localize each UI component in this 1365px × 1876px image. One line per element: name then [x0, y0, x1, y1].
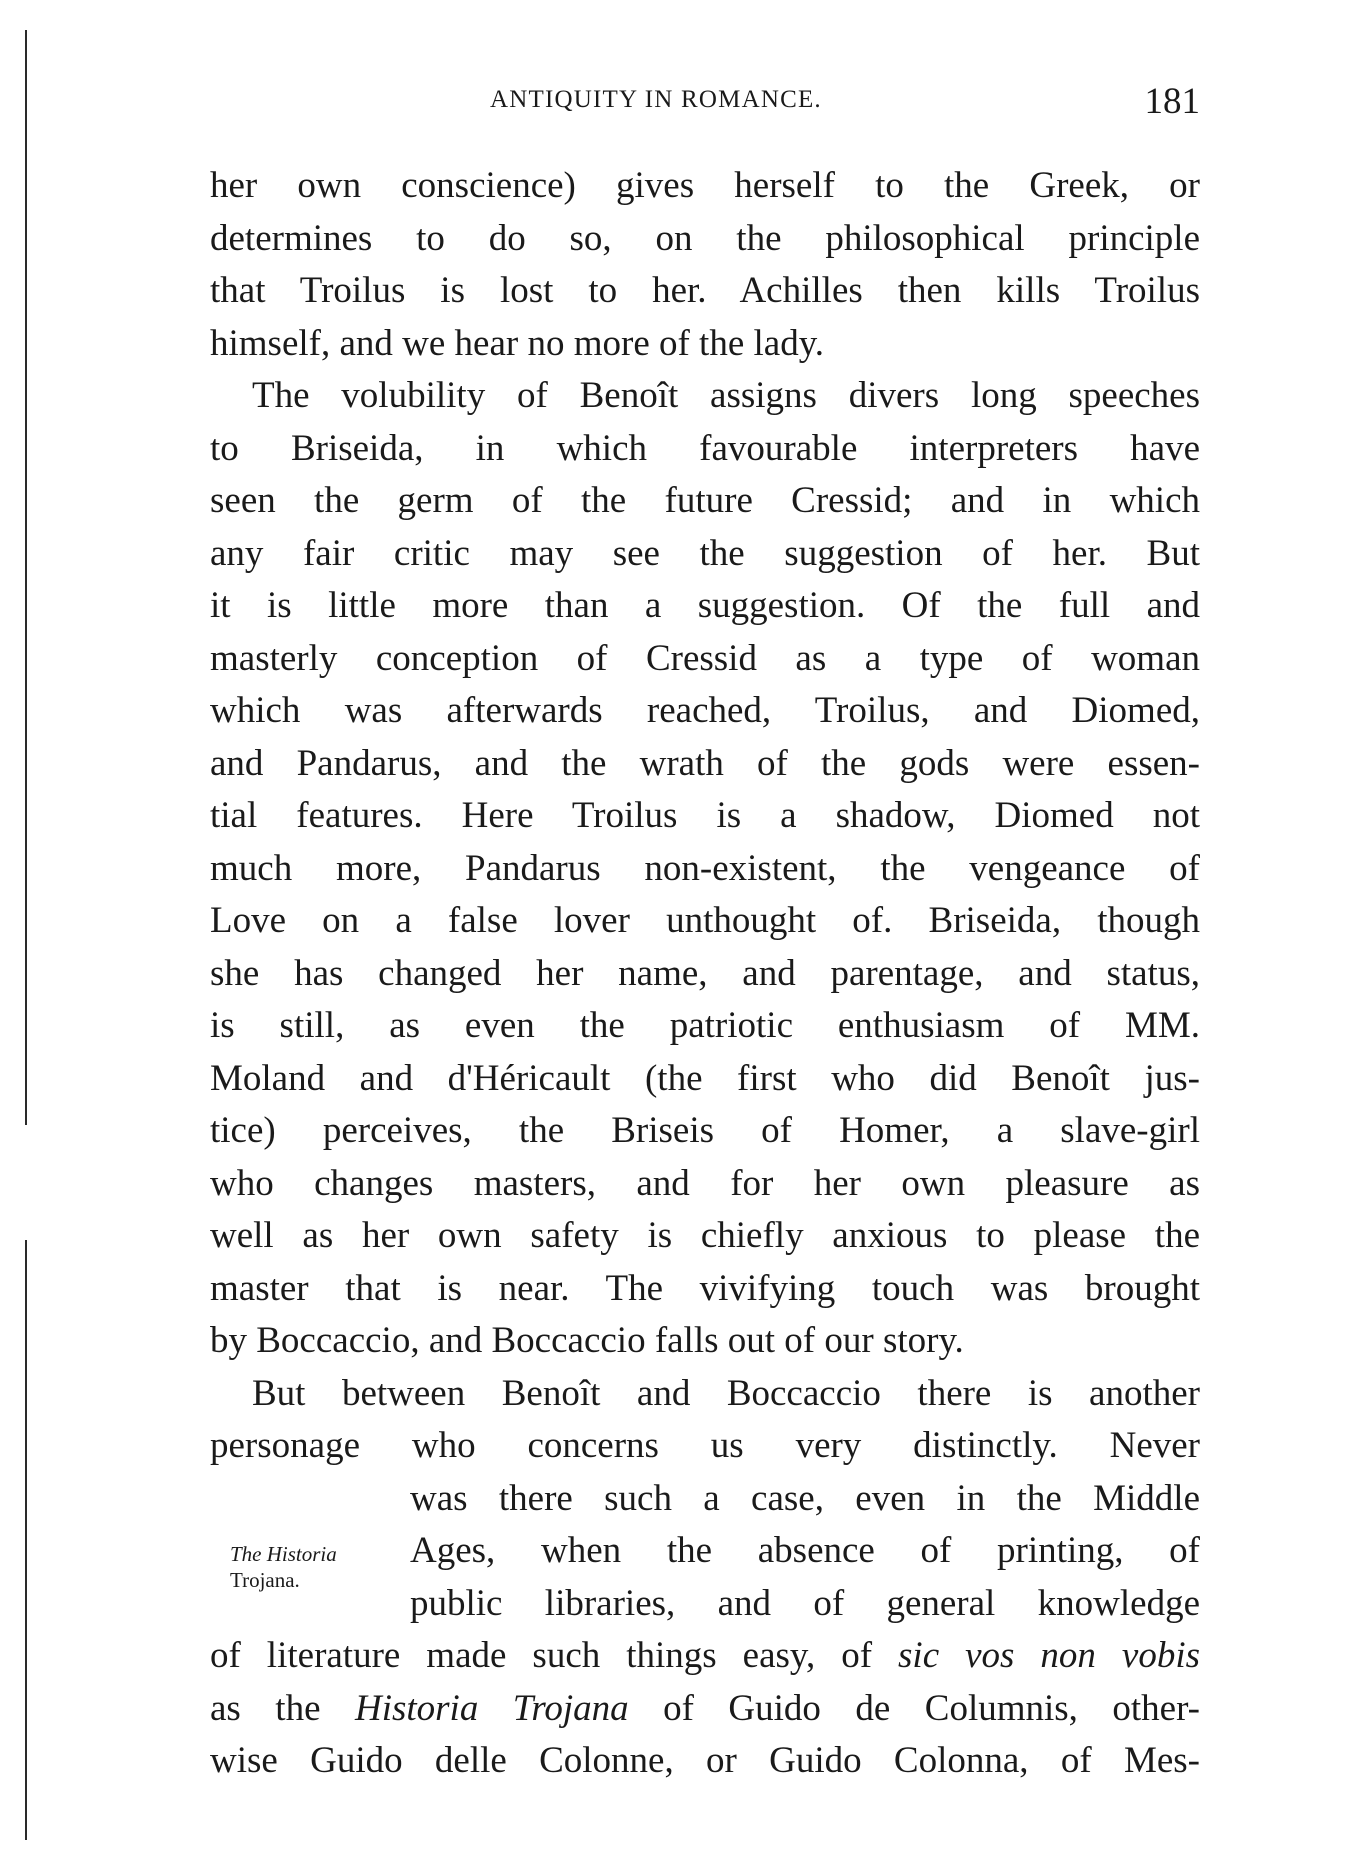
text-line: [210, 1683, 1200, 1736]
text-line: her own conscience) gives herself to the Greek, or: [210, 165, 1200, 206]
text-line: seen the germ of the future Cressid; and in which: [210, 480, 1200, 521]
margin-note-line: [230, 1541, 385, 1567]
margin-note: [230, 1541, 385, 1593]
text-line: masterly conception of Cressid as a type of woman: [210, 637, 1200, 679]
page-number: 181: [1144, 81, 1200, 122]
text-line: well as her own safety is chiefly anxious to please the: [210, 1215, 1200, 1256]
text-segment: as the: [210, 1687, 355, 1729]
margin-note-line-1: The Historia: [230, 1541, 337, 1566]
running-title: ANTIQUITY IN ROMANCE.: [490, 86, 822, 113]
text-line: which was afterwards reached, Troilus, and Diomed,: [210, 690, 1200, 731]
binding-edge-line-lower: [25, 1240, 27, 1840]
text-line: it is little more than a suggestion. Of the full and: [210, 585, 1200, 626]
paragraph-start-line: But between Benoît and Boccaccio there is another: [252, 1372, 1200, 1414]
italic-phrase: sic vos non vobis: [898, 1635, 1200, 1676]
text-line: any fair critic may see the suggestion of her. But: [210, 532, 1200, 574]
margin-note-line-2: Trojana.: [230, 1567, 300, 1592]
text-line: personage who concerns us very distinctly. Never: [210, 1425, 1200, 1466]
text-line: tice) perceives, the Briseis of Homer, a slave-girl: [210, 1110, 1200, 1151]
text-segment: of literature made such things easy, of: [210, 1635, 899, 1676]
text-line: Ages, when the absence of printing, of: [410, 1530, 1200, 1571]
text-line: himself, and we hear no more of the lady.: [210, 322, 825, 364]
text-line: much more, Pandarus non-existent, the vengeance of: [210, 847, 1200, 889]
text-line: [210, 1630, 1200, 1683]
text-line: tial features. Here Troilus is a shadow, Diomed not: [210, 795, 1200, 836]
text-line: public libraries, and of general knowledge: [410, 1582, 1200, 1624]
text-line: to Briseida, in which favourable interpreters have: [210, 427, 1200, 469]
text-line: Love on a false lover unthought of. Briseida, though: [210, 900, 1200, 941]
text-line: that Troilus is lost to her. Achilles then kills Troilus: [210, 270, 1200, 311]
text-segment: of Guido de Columnis, other-: [628, 1687, 1200, 1729]
text-line: who changes masters, and for her own pleasure as: [210, 1162, 1200, 1204]
text-line: is still, as even the patriotic enthusiasm of MM.: [210, 1005, 1200, 1046]
text-line: was there such a case, even in the Middle: [410, 1477, 1200, 1519]
running-head: [210, 82, 1200, 127]
text-line: and Pandarus, and the wrath of the gods were essen-: [210, 742, 1200, 784]
text-line: determines to do so, on the philosophical principle: [210, 217, 1200, 259]
text-line: master that is near. The vivifying touch was brought: [210, 1267, 1200, 1309]
text-line: by Boccaccio, and Boccaccio falls out of our story.: [210, 1320, 964, 1361]
italic-title: Historia Trojana: [354, 1687, 629, 1729]
body-text: [210, 160, 1200, 1788]
text-line: Moland and d'Héricault (the first who did Benoît jus-: [210, 1057, 1200, 1099]
paragraph-start-line: The volubility of Benoît assigns divers long speeches: [252, 375, 1200, 416]
margin-note-block: [210, 1473, 1200, 1631]
binding-edge-line: [25, 30, 27, 1125]
text-line: wise Guido delle Colonne, or Guido Colonna, of Mes-: [210, 1740, 1200, 1781]
text-line: she has changed her name, and parentage, and status,: [210, 952, 1200, 994]
